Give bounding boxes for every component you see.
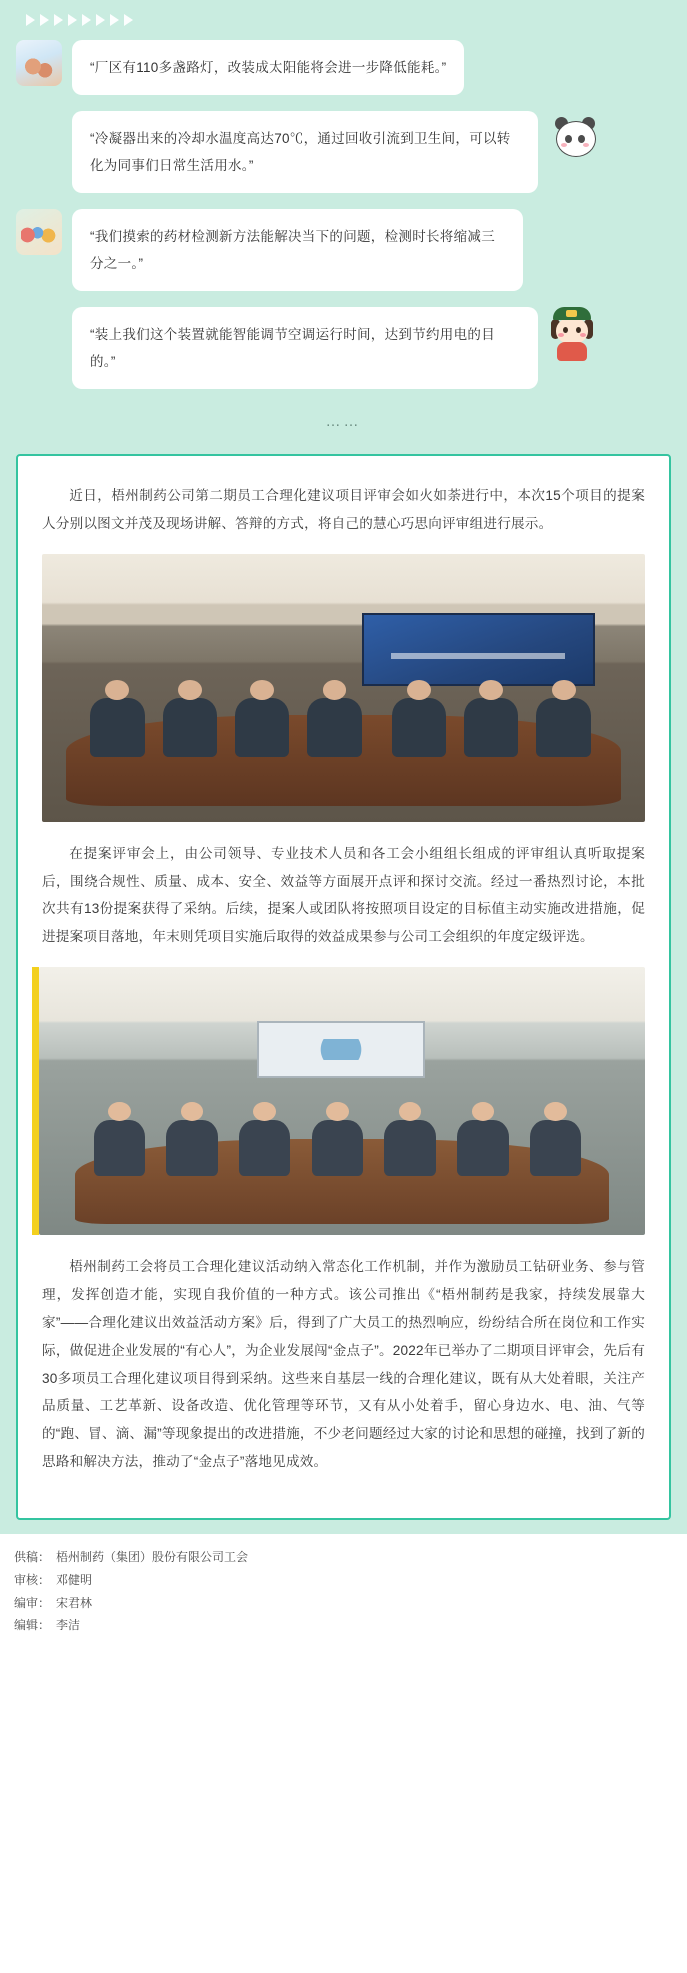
arrow-icon: [26, 14, 35, 26]
arrow-icon: [40, 14, 49, 26]
girl-cheek-left-icon: [558, 333, 564, 337]
credit-value: 李洁: [56, 1618, 81, 1633]
panda-cheek-right-icon: [583, 143, 589, 147]
arrow-decoration-row: [16, 10, 671, 40]
panda-icon: [552, 115, 598, 161]
girl-hat-icon: [553, 307, 591, 320]
arrow-icon: [54, 14, 63, 26]
article-paragraph: 在提案评审会上，由公司领导、专业技术人员和各工会小组组长组成的评审组认真听取提案后，围绕合规性、质量、成本、安全、效益等方面展开点评和探讨交流。经过一番热烈讨论，本批次共有13份提案获得了采纳。后续，提案人或团队将按照项目设定的目标值主动实施改进措施，促进提案项目落地，年末则凭项目实施后取得的效益成果参与公司工会组织的年度定级评选。: [42, 845, 645, 945]
arrow-icon: [96, 14, 105, 26]
credit-line-editor: [14, 1614, 673, 1637]
panda-cheek-left-icon: [561, 143, 567, 147]
girl-eye-left-icon: [563, 327, 568, 333]
meeting-photo-1: [42, 554, 645, 822]
attendee-figure: [312, 1120, 364, 1176]
attendee-figure: [163, 698, 217, 757]
credit-label: 编审：: [14, 1595, 51, 1610]
arrow-icon: [82, 14, 91, 26]
quote-bubble: “冷凝器出来的冷却水温度高达70℃，通过回收引流到卫生间，可以转化为同事们日常生活用水。”: [72, 111, 538, 193]
credit-value: 梧州制药（集团）股份有限公司工会: [56, 1550, 249, 1565]
arrow-icon: [124, 14, 133, 26]
projector-screen: [362, 613, 595, 687]
attendee-figure: [307, 698, 361, 757]
arrow-icon: [68, 14, 77, 26]
credit-line-reviewer: [14, 1569, 673, 1592]
attendee-figure: [536, 698, 590, 757]
quote-row: [16, 307, 671, 389]
quote-row: [16, 40, 671, 95]
team-photo-avatar: [16, 209, 62, 255]
attendee-figure: [94, 1120, 146, 1176]
girl-body-icon: [557, 342, 587, 361]
credits-block: [0, 1534, 687, 1655]
worker-photo-avatar: [16, 40, 62, 86]
credit-value: 邓健明: [56, 1572, 93, 1587]
attendee-figure: [166, 1120, 218, 1176]
quote-bubble: “厂区有110多盏路灯，改装成太阳能将会进一步降低能耗。”: [72, 40, 464, 95]
credit-line-editor-in-chief: [14, 1592, 673, 1615]
article-wrapper: [0, 454, 687, 1534]
credit-label: 编辑：: [14, 1618, 51, 1633]
attendee-figure: [90, 698, 144, 757]
attendee-figure: [235, 698, 289, 757]
article-paragraph: 近日，梧州制药公司第二期员工合理化建议项目评审会如火如荼进行中，本次15个项目的提案人分别以图文并茂及现场讲解、答辩的方式，将自己的慧心巧思向评审组进行展示。: [42, 488, 645, 531]
panda-eye-left-icon: [565, 135, 572, 143]
quote-row: [16, 209, 671, 291]
quote-bubble: “我们摸索的药材检测新方法能解决当下的问题，检测时长将缩减三分之一。”: [72, 209, 523, 291]
girl-mascot: [546, 307, 598, 359]
arrow-icon: [110, 14, 119, 26]
credit-value: 宋君林: [56, 1595, 93, 1610]
article-figure-2: [32, 967, 645, 1235]
quote-bubble: “装上我们这个装置就能智能调节空调运行时间，达到节约用电的目的。”: [72, 307, 538, 389]
quote-row: [16, 111, 671, 193]
girl-icon: [546, 307, 598, 361]
article-figure-1: [42, 554, 645, 822]
attendee-figure: [384, 1120, 436, 1176]
attendee-figure: [239, 1120, 291, 1176]
girl-eye-right-icon: [576, 327, 581, 333]
attendee-figure: [530, 1120, 582, 1176]
article-card: [16, 454, 671, 1520]
ellipsis-text: ……: [325, 413, 362, 430]
meeting-photo-2: [39, 967, 645, 1235]
quote-section: [0, 0, 687, 454]
credit-line-contributor: [14, 1546, 673, 1569]
attendee-figure: [392, 698, 446, 757]
credit-label: 审核：: [14, 1572, 51, 1587]
projector-screen: [257, 1021, 425, 1079]
panda-eye-right-icon: [578, 135, 585, 143]
panda-head-icon: [556, 121, 596, 157]
article-paragraph: 梧州制药工会将员工合理化建议活动纳入常态化工作机制，并作为激励员工钻研业务、参与管理，发挥创造才能，实现自我价值的一种方式。该公司推出《“梧州制药是我家，持续发展靠大家”——合理化建议出效益活动方案》后，得到了广大员工的热烈响应，纷纷结合所在岗位和工作实际，做促进企业发展的“有心人”，为企业发展闯“金点子”。2022年已举办了二期项目评审会，先后有30多项员工合理化建议项目得到采纳。这些来自基层一线的合理化建议，既有从大处着眼，关注产品质量、工艺革新、设备改造、优化管理等环节，又有从小处着手，留心身边水、电、油、气等的“跑、冒、滴、漏”等现象提出的改进措施，不少老问题经过大家的讨论和思想的碰撞，找到了新的思路和解决方法，推动了“金点子”落地见成效。: [42, 1259, 645, 1470]
attendee-figure: [464, 698, 518, 757]
credit-label: 供稿：: [14, 1550, 51, 1565]
girl-cheek-right-icon: [580, 333, 586, 337]
girl-face-icon: [556, 317, 588, 344]
panda-mascot: [546, 111, 598, 163]
attendee-figure: [457, 1120, 509, 1176]
